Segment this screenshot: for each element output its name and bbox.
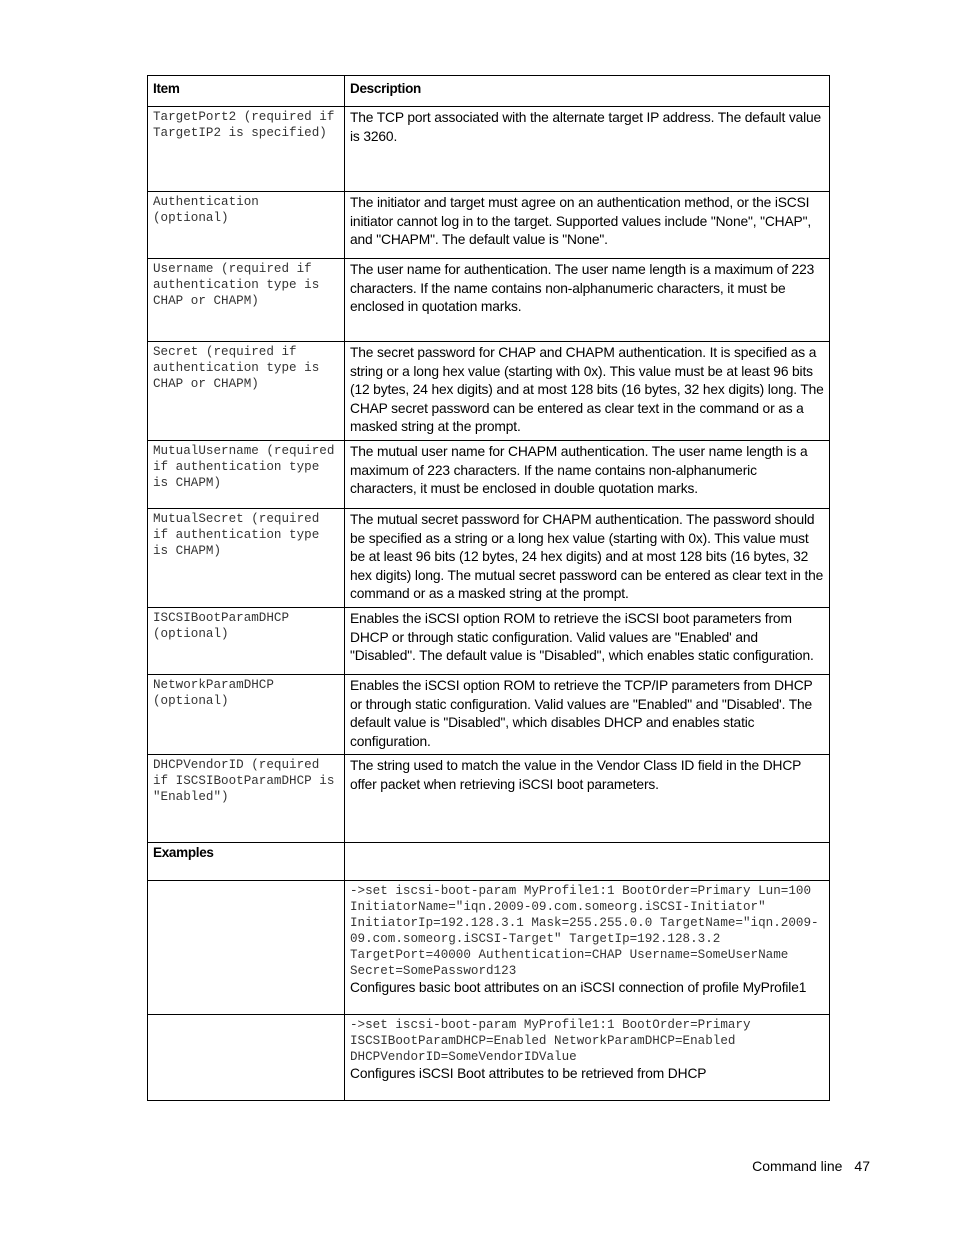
examples-empty-cell [345,843,830,881]
item-cell: ISCSIBootParamDHCP (optional) [148,607,345,674]
item-cell: Secret (required if authentication type is CHAP or CHAPM) [148,342,345,441]
parameter-table [147,75,830,1101]
example-empty-cell [148,1015,345,1101]
description-cell: The mutual secret password for CHAPM authentication. The password should be specified as a string or a long hex value (starting with 0x). This value must be at least 96 bits (12 bytes, 24 hex digits) and at most 128 bits (16 bytes, 32 hex digits) long. The mutual secret password can be entered as clear text in the command or as a masked string at the prompt. [345,508,830,607]
item-cell: MutualSecret (required if authentication type is CHAPM) [148,508,345,607]
table-row [148,440,830,508]
example-note: Configures iSCSI Boot attributes to be retrieved from DHCP [350,1066,707,1082]
description-cell: The mutual user name for CHAPM authentication. The user name length is a maximum of 223 characters. If the name contains non-alphanumeric characters, it must be enclosed in double quotation marks. [345,440,830,508]
column-header-item: Item [148,76,345,107]
item-cell: MutualUsername (required if authentication type is CHAPM) [148,440,345,508]
table-row [148,674,830,754]
table-row [148,755,830,843]
item-cell: Username (required if authentication type is CHAP or CHAPM) [148,259,345,342]
example-cell [345,881,830,1015]
item-cell: TargetPort2 (required if TargetIP2 is specified) [148,107,345,192]
table-row [148,107,830,192]
table-row [148,508,830,607]
page-footer [690,1158,870,1174]
example-cell [345,1015,830,1101]
description-cell: The user name for authentication. The user name length is a maximum of 223 characters. If the name contains non-alphanumeric characters, it must be enclosed in quotation marks. [345,259,830,342]
item-cell: NetworkParamDHCP (optional) [148,674,345,754]
footer-section-title: Command line [752,1158,843,1174]
table-row [148,259,830,342]
item-cell: DHCPVendorID (required if ISCSIBootParamDHCP is "Enabled") [148,755,345,843]
example-row [148,1015,830,1101]
column-header-description: Description [345,76,830,107]
example-code: ->set iscsi-boot-param MyProfile1:1 BootOrder=Primary ISCSIBootParamDHCP=Enabled NetworkParamDHCP=Enabled DHCPVendorID=SomeVendorIDValue [350,1018,759,1065]
description-cell: Enables the iSCSI option ROM to retrieve the iSCSI boot parameters from DHCP or through static configuration. Valid values are "Enabled' and "Disabled". The default value is "Disabled", which enables static configuration. [345,607,830,674]
example-empty-cell [148,881,345,1015]
table-row [148,192,830,259]
item-cell: Authentication (optional) [148,192,345,259]
description-cell: Enables the iSCSI option ROM to retrieve the TCP/IP parameters from DHCP or through static configuration. Valid values are "Enabled" and "Disabled'. The default value is "Disabled", which disables DHCP and enables static configuration. [345,674,830,754]
description-cell: The secret password for CHAP and CHAPM authentication. It is specified as a string or a long hex value (starting with 0x). This value must be at least 96 bits (12 bytes, 24 hex digits) and at most 128 bits (16 bytes, 32 hex digits) long. The CHAP secret password can be entered as clear text in the command or as a masked string at the prompt. [345,342,830,441]
example-row [148,881,830,1015]
table-row [148,607,830,674]
table-header-row [148,76,830,107]
table-row [148,342,830,441]
example-note: Configures basic boot attributes on an iSCSI connection of profile MyProfile1 [350,980,807,996]
description-cell: The TCP port associated with the alternate target IP address. The default value is 3260. [345,107,830,192]
examples-label: Examples [148,843,345,881]
description-cell: The string used to match the value in the Vendor Class ID field in the DHCP offer packet when retrieving iSCSI boot parameters. [345,755,830,843]
page-number: 47 [854,1158,870,1174]
description-cell: The initiator and target must agree on an authentication method, or the iSCSI initiator cannot log in to the target. Supported values include "None", "CHAP", and "CHAPM". The default value is "None". [345,192,830,259]
example-code: ->set iscsi-boot-param MyProfile1:1 BootOrder=Primary Lun=100 InitiatorName="iqn.2009-09.com.someorg.iSCSI-Initiator" InitiatorIp=192.128.3.1 Mask=255.255.0.0 TargetName="iqn.2009-09.com.someorg.iSCSI-Target" TargetIp=192.128.3.2 TargetPort=40000 Authentication=CHAP Username=SomeUserName Secret=SomePassword123 [350,884,819,979]
examples-header-row [148,843,830,881]
